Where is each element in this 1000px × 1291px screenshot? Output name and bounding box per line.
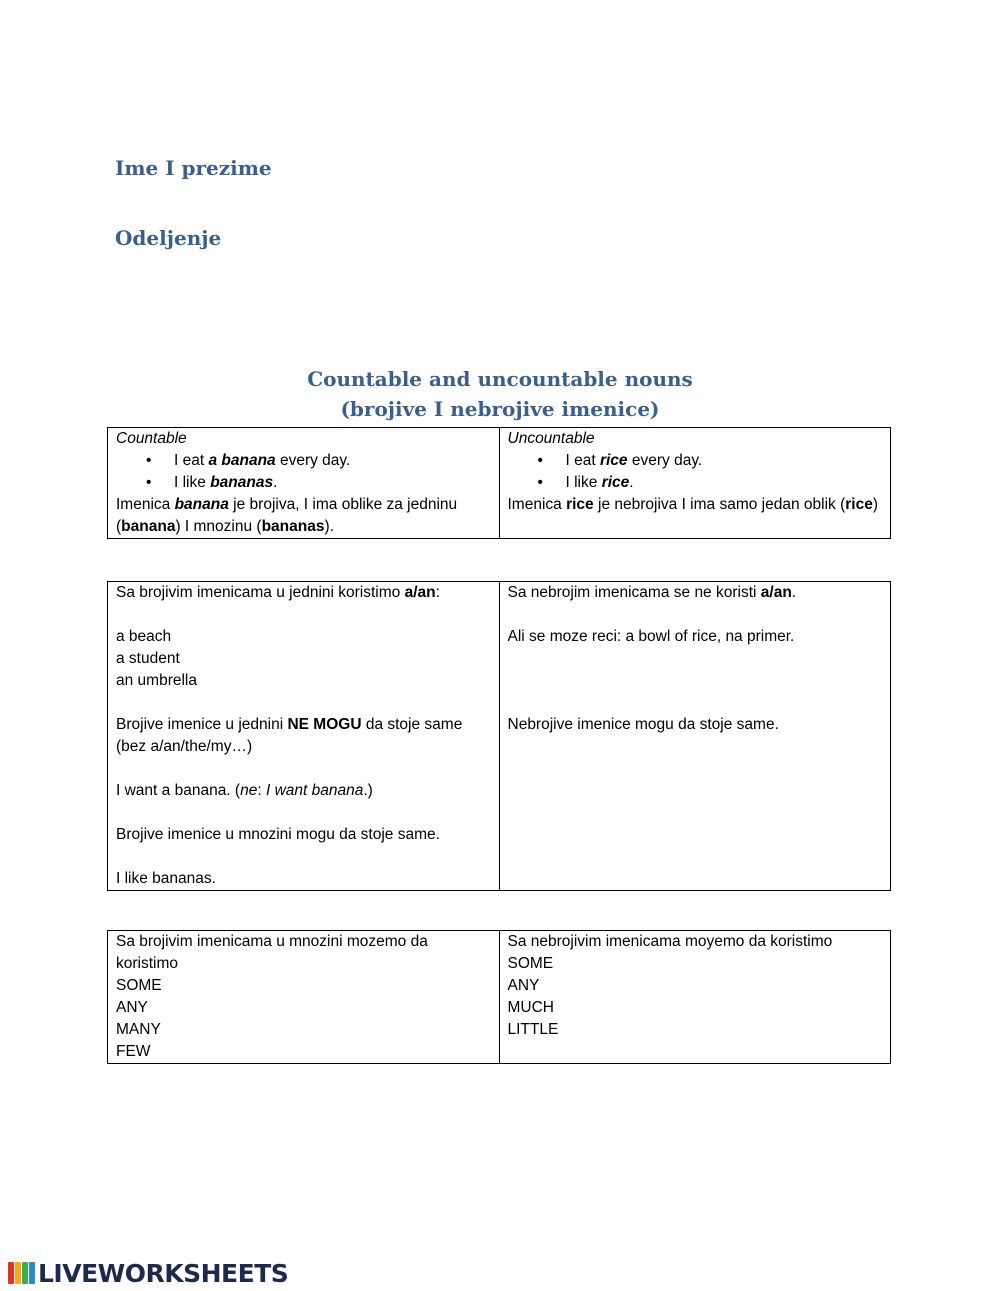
list-item: LITTLE xyxy=(507,1021,559,1038)
article-rules-table xyxy=(107,581,891,891)
example-line: a beach xyxy=(116,628,172,645)
countable-cell xyxy=(108,428,500,539)
list-item: SOME xyxy=(507,955,554,972)
countable-rules-cell: Sa brojivim imenicama u jednini koristimo a/an: a beach a student an umbrella Brojive imenice u jednini NE MOGU da stoje same (bez a/an/the/my…) I want a banana. (ne: I want banana.) Brojive imenice u mnozini mogu da stoje same. I like bananas. xyxy=(108,582,500,891)
countable-quantifiers-cell: Sa brojivim imenicama u mnozini mozemo da koristimo SOME ANY MANY FEW xyxy=(108,931,500,1064)
liveworksheets-logo xyxy=(8,1258,288,1288)
logo-icon xyxy=(8,1262,35,1284)
list-item: ANY xyxy=(116,999,148,1016)
list-item: FEW xyxy=(116,1043,151,1060)
logo-bar xyxy=(22,1262,28,1284)
page-title: Countable and uncountable nouns xyxy=(307,367,693,391)
logo-bar xyxy=(15,1262,21,1284)
logo-bar xyxy=(8,1262,14,1284)
page-subtitle: (brojive I nebrojive imenice) xyxy=(340,397,660,421)
list-item: SOME xyxy=(116,977,162,994)
uncountable-cell xyxy=(499,428,891,539)
countable-explanation: Imenica banana je brojiva, I ima oblike za jedninu (banana) I mnozinu (bananas). xyxy=(116,496,458,535)
list-item: • I like bananas. xyxy=(116,472,491,494)
name-label: Ime I prezime xyxy=(115,156,272,180)
uncountable-heading: Uncountable xyxy=(507,430,595,447)
countable-uncountable-table xyxy=(107,427,891,539)
brand-text: LIVEWORKSHEETS xyxy=(38,1258,289,1288)
logo-bar xyxy=(29,1262,35,1284)
list-item: ANY xyxy=(507,977,540,994)
list-item: MANY xyxy=(116,1021,161,1038)
quantifiers-table xyxy=(107,930,891,1064)
uncountable-quantifiers-cell: Sa nebrojivim imenicama moyemo da koristimo SOME ANY MUCH LITTLE xyxy=(499,931,891,1064)
list-item: MUCH xyxy=(507,999,554,1016)
uncountable-explanation: Imenica rice je nebrojiva I ima samo jedan oblik (rice) xyxy=(507,496,879,513)
example-line: a student xyxy=(116,650,180,667)
list-item: • I eat a banana every day. xyxy=(116,450,491,472)
uncountable-rules-cell: Sa nebrojim imenicama se ne koristi a/an. Ali se moze reci: a bowl of rice, na primer. Nebrojive imenice mogu da stoje same. xyxy=(499,582,891,891)
list-item: • I like rice. xyxy=(508,472,883,494)
countable-heading: Countable xyxy=(116,430,187,447)
list-item: • I eat rice every day. xyxy=(508,450,883,472)
class-label: Odeljenje xyxy=(115,226,222,250)
example-line: an umbrella xyxy=(116,672,197,689)
